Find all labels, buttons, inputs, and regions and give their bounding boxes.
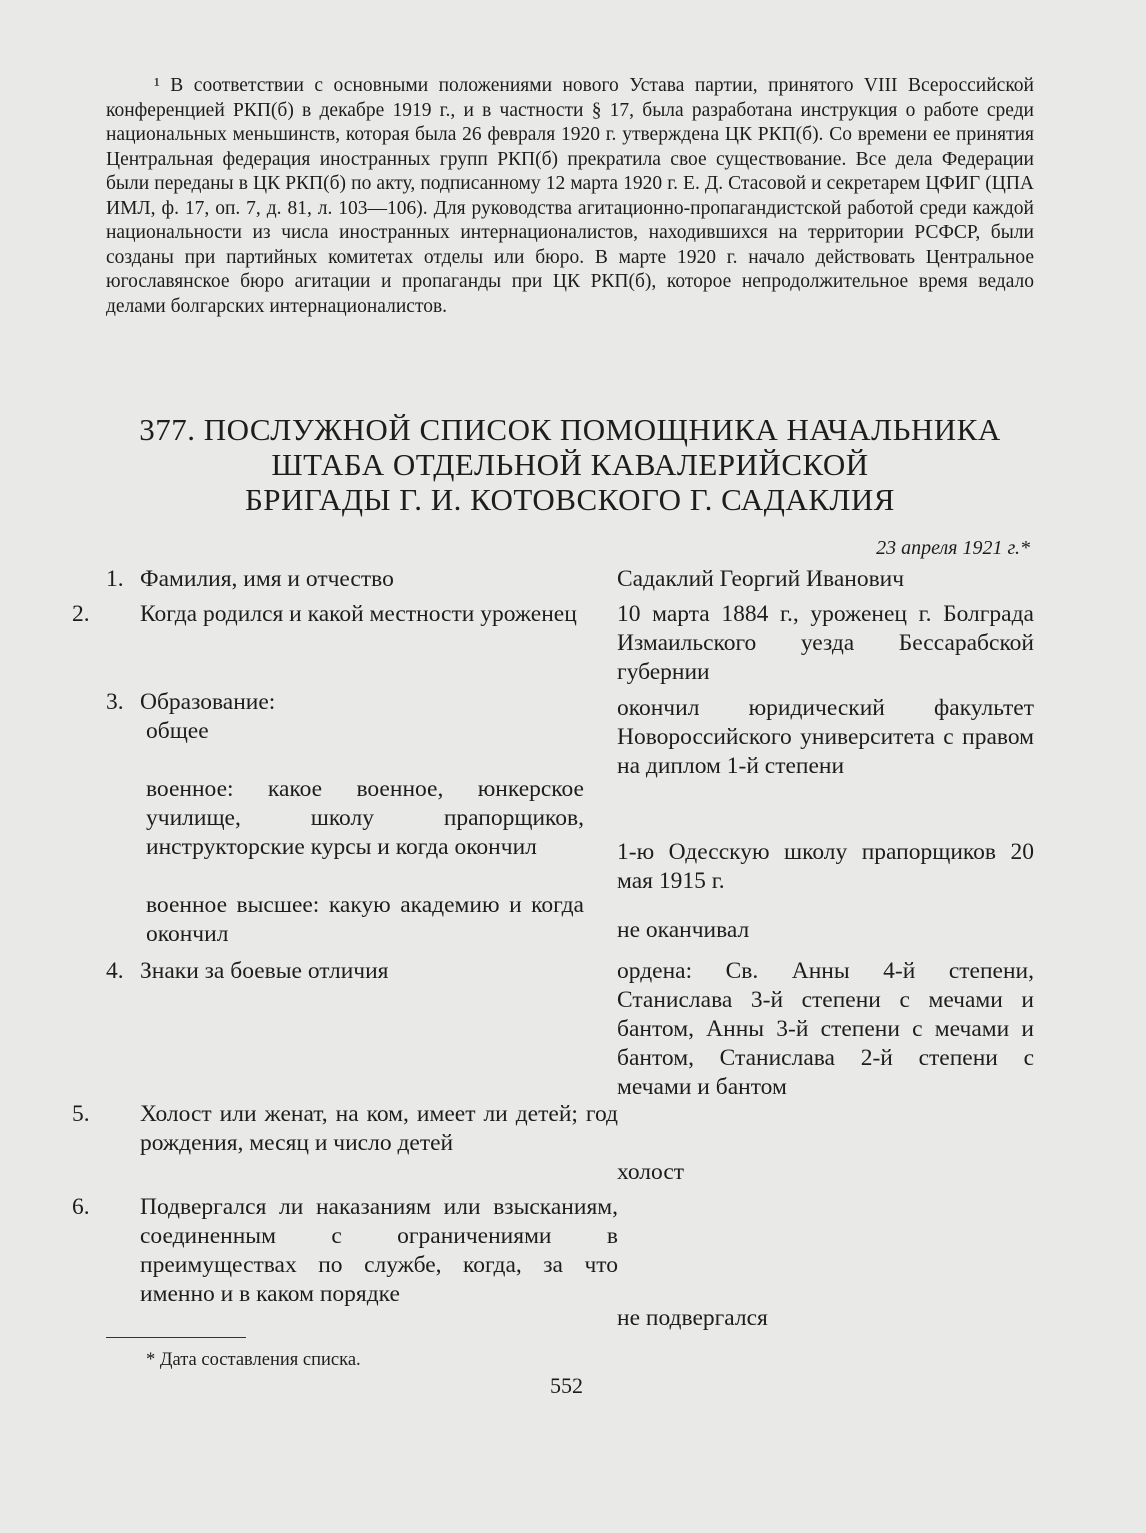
entry-2-value: 10 марта 1884 г., уроженец г. Болграда Измаильского уезда Бессарабской губернии [617, 601, 1034, 685]
entry-6-label [72, 1193, 618, 1309]
title-line-2: ШТАБА ОТДЕЛЬНОЙ КАВАЛЕРИЙСКОЙ [271, 447, 869, 482]
entry-3-label [106, 688, 584, 717]
entry-5-label-text: Холост или женат, на ком, имеет ли детей; год рождения, месяц и число детей [140, 1101, 618, 1156]
title-line-3: БРИГАДЫ Г. И. КОТОВСКОГО Г. САДАКЛИЯ [245, 482, 895, 517]
entry-3-higher-label: военное высшее: какую академию и когда окончил [146, 892, 584, 947]
entry-1-label-text: Фамилия, имя и отчество [140, 566, 394, 592]
footnote-text: ¹ В соответствии с основными положениями нового Устава партии, принятого VIII Всероссийской конференцией РКП(б) в декабре 1919 г., и в частности § 17, была разработана инструкция о работе среди национальных меньшинств, которая была 26 февраля 1920 г. утверждена ЦК РКП(б). Со времени ее принятия Центральная федерация иностранных групп РКП(б) прекратила свое существование. Все дела Федерации были переданы в ЦК РКП(б) по акту, подписанному 12 марта 1920 г. Е. Д. Стасовой и секретарем ЦФИГ (ЦПА ИМЛ, ф. 17, оп. 7, д. 81, л. 103—106). Для руководства агитационно-пропагандистской работой среди каждой национальности из числа иностранных интернационалистов, находившихся на территории РСФСР, были созданы при партийных комитетах отделы или бюро. В марте 1920 г. начало действовать Центральное югославянское бюро агитации и пропаганды при ЦК РКП(б), которое непродолжительное время ведало делами болгарских интернационалистов. [106, 75, 1034, 317]
entry-1-number: 1. [106, 566, 124, 592]
entry-2-number: 2. [72, 601, 90, 627]
page-number: 552 [550, 1373, 583, 1398]
title-line-1: 377. ПОСЛУЖНОЙ СПИСОК ПОМОЩНИКА НАЧАЛЬНИКА [139, 412, 1001, 447]
document-title [106, 412, 1034, 517]
entry-3-general-value: окончил юридический факультет Новороссийского университета с правом на диплом 1-й степени [617, 695, 1034, 779]
entry-3-military-label: военное: какое военное, юнкерское училище, школу прапорщиков, инструкторские курсы и когда окончил [146, 776, 584, 860]
footnote-divider [106, 1337, 246, 1338]
entry-4-value: ордена: Св. Анны 4-й степени, Станислава 3-й степени с мечами и бантом, Анны 3-й степени с мечами и бантом, Станислава 2-й степени с мечами и бантом [617, 958, 1034, 1100]
entry-3-label-text: Образование: [140, 689, 276, 715]
entry-6-number: 6. [72, 1194, 90, 1220]
entry-3-higher-value: не оканчивал [617, 917, 750, 943]
entry-5-label [72, 1100, 618, 1158]
entry-2-label [72, 600, 618, 629]
entry-3-military-value: 1-ю Одесскую школу прапорщиков 20 мая 1915 г. [617, 839, 1034, 894]
entry-4-number: 4. [106, 958, 124, 984]
entry-1-label [106, 565, 584, 594]
entry-5-number: 5. [72, 1101, 90, 1127]
entry-5-value: холост [617, 1159, 685, 1185]
date-footnote: * Дата составления списка. [146, 1350, 361, 1370]
entry-3-general-label: общее [146, 718, 209, 744]
entry-4-label [106, 957, 584, 986]
footnote-block [106, 74, 1034, 319]
entry-6-label-text: Подвергался ли наказаниям или взысканиям, соединенным с ограничениями в преимуществах по службе, когда, за что именно и в каком порядке [140, 1194, 618, 1307]
entry-1-value: Садаклий Георгий Иванович [617, 566, 905, 592]
entry-6-value: не подвергался [617, 1305, 768, 1331]
entry-2-label-text: Когда родился и какой местности уроженец [140, 601, 577, 627]
entry-3-number: 3. [106, 689, 124, 715]
document-date: 23 апреля 1921 г.* [876, 537, 1030, 559]
entry-4-label-text: Знаки за боевые отличия [140, 958, 389, 984]
